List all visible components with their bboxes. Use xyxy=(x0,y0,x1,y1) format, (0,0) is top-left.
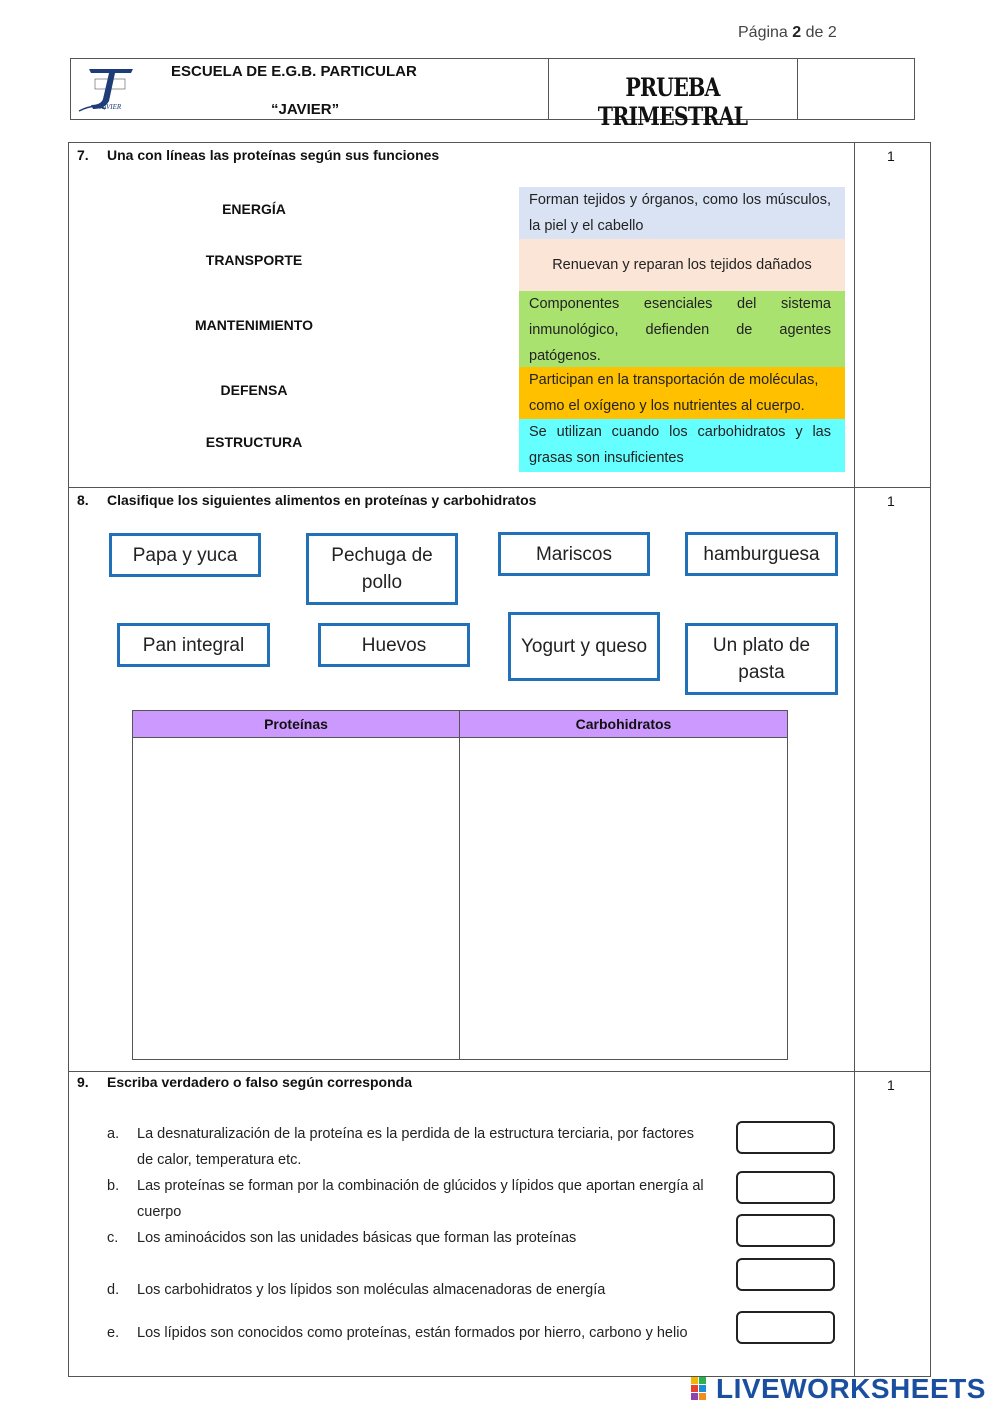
answer-box-b[interactable] xyxy=(736,1171,835,1204)
statement-letter: d. xyxy=(107,1282,120,1298)
statement-text: Los carbohidratos y los lípidos son moléculas almacenadoras de energía xyxy=(137,1282,606,1298)
proteins-column-header: Proteínas xyxy=(133,711,460,738)
answer-box-d[interactable] xyxy=(736,1258,835,1291)
statement-letter: e. xyxy=(107,1325,120,1341)
school-name: ESCUELA DE E.G.B. PARTICULAR xyxy=(171,63,417,80)
food-card[interactable]: Pechuga de pollo xyxy=(306,533,458,605)
food-card[interactable]: Mariscos xyxy=(498,532,650,576)
score-column-divider xyxy=(854,143,855,1376)
page-total: de 2 xyxy=(805,24,837,41)
food-card[interactable]: Un plato de pasta xyxy=(685,623,838,695)
exam-title: PRUEBA TRIMESTRAL xyxy=(597,73,748,131)
questions-table xyxy=(68,142,931,1377)
food-card[interactable]: hamburguesa xyxy=(685,532,838,576)
svg-text:JAVIER: JAVIER xyxy=(99,103,122,111)
food-card[interactable]: Yogurt y queso xyxy=(508,612,660,681)
school-cell xyxy=(71,59,549,119)
statement-text: Los aminoácidos son las unidades básicas que forman las proteínas xyxy=(137,1230,577,1246)
function-description-defense[interactable]: Componentes esenciales del sistema inmunológico, defienden de agentes patógenos. xyxy=(519,291,845,369)
page-indicator xyxy=(738,24,837,42)
statement-text: La desnaturalización de la proteína es la perdida de la estructura terciaria, por factores xyxy=(137,1126,694,1142)
proteins-drop-zone[interactable] xyxy=(133,738,460,1059)
function-label-energy[interactable]: ENERGÍA xyxy=(222,201,286,217)
header-table xyxy=(70,58,915,131)
question-9-text: Escriba verdadero o falso según corresponda xyxy=(107,1074,412,1090)
statement-letter: b. xyxy=(107,1178,120,1194)
liveworksheets-brand xyxy=(690,1374,986,1404)
question-9-score: 1 xyxy=(887,1077,895,1093)
carbohydrates-column-header: Carbohidratos xyxy=(460,711,787,738)
question-8-score: 1 xyxy=(887,493,895,509)
statement-text: Las proteínas se forman por la combinación de glúcidos y lípidos que aportan energía al xyxy=(137,1178,704,1194)
statement-letter: a. xyxy=(107,1126,120,1142)
page-prefix: Página xyxy=(738,24,788,41)
function-label-transport[interactable]: TRANSPORTE xyxy=(205,252,303,268)
food-card[interactable]: Pan integral xyxy=(117,623,270,667)
liveworksheets-logo-icon xyxy=(690,1376,716,1402)
question-8-number: 8. xyxy=(77,492,89,508)
school-name-line2: “JAVIER” xyxy=(271,101,340,118)
classification-table xyxy=(132,710,788,1060)
row-divider xyxy=(69,487,930,488)
function-description-structure[interactable]: Forman tejidos y órganos, como los músculos, la piel y el cabello xyxy=(519,187,845,239)
school-logo-icon xyxy=(75,65,141,115)
statement-text-continued: cuerpo xyxy=(137,1204,182,1220)
statement-letter: c. xyxy=(107,1230,119,1246)
question-7-text: Una con líneas las proteínas según sus funciones xyxy=(107,147,440,163)
page-current: 2 xyxy=(792,24,802,41)
question-9-number: 9. xyxy=(77,1074,89,1090)
function-description-energy[interactable]: Se utilizan cuando los carbohidratos y las grasas son insuficientes xyxy=(519,419,845,472)
exam-title-cell xyxy=(548,59,798,131)
answer-box-c[interactable] xyxy=(736,1214,835,1247)
function-label-maintenance[interactable]: MANTENIMIENTO xyxy=(195,317,313,333)
statement-text: Los lípidos son conocidos como proteínas, están formados por hierro, carbono y helio xyxy=(137,1325,688,1341)
function-description-transport[interactable]: Participan en la transportación de moléculas, como el oxígeno y los nutrientes al cuerpo. xyxy=(519,367,845,421)
answer-box-e[interactable] xyxy=(736,1311,835,1344)
food-card[interactable]: Papa y yuca xyxy=(109,533,261,577)
row-divider xyxy=(69,1071,930,1072)
question-8-text: Clasifique los siguientes alimentos en proteínas y carbohidratos xyxy=(107,492,537,508)
question-7-number: 7. xyxy=(77,147,89,163)
statement-text-continued: de calor, temperatura etc. xyxy=(137,1152,302,1168)
function-description-maintenance[interactable]: Renuevan y reparan los tejidos dañados xyxy=(519,239,845,291)
function-label-defense[interactable]: DEFENSA xyxy=(220,382,288,398)
answer-box-a[interactable] xyxy=(736,1121,835,1154)
carbohydrates-drop-zone[interactable] xyxy=(460,738,787,1059)
liveworksheets-name: LIVEWORKSHEETS xyxy=(716,1373,986,1404)
question-7-score: 1 xyxy=(887,148,895,164)
function-label-structure[interactable]: ESTRUCTURA xyxy=(205,434,303,450)
food-card[interactable]: Huevos xyxy=(318,623,470,667)
